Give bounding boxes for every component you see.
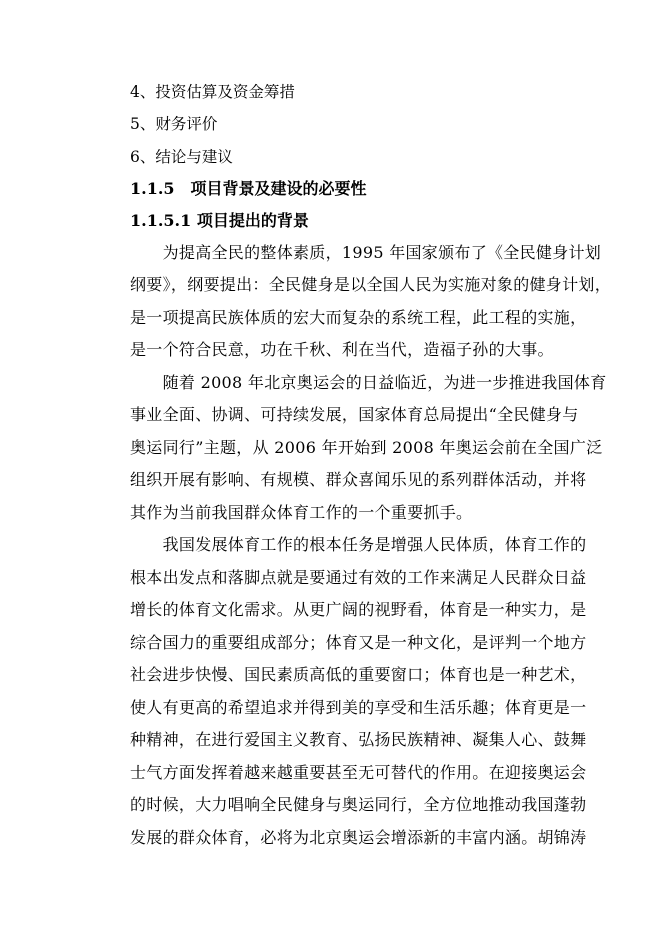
paragraph-2-line-4: 组织开展有影响、有规模、群众喜闻乐见的系列群体活动，并将 bbox=[130, 470, 587, 489]
paragraph-2-line-3: 奥运同行”主题，从 2006 年开始到 2008 年奥运会前在全国广泛 bbox=[130, 438, 603, 457]
paragraph-1-line-1: 为提高全民的整体素质，1995 年国家颁布了《全民健身计划 bbox=[130, 243, 602, 262]
paragraph-1-line-3: 是一项提高民族体质的宏大而复杂的系统工程，此工程的实施， bbox=[130, 308, 587, 327]
paragraph-3-line-10: 发展的群众体育，必将为北京奥运会增添新的丰富内涵。胡锦涛 bbox=[130, 828, 587, 847]
paragraph-3-line-9: 的时候，大力唱响全民健身与奥运同行，全方位地推动我国蓬勃 bbox=[130, 795, 587, 814]
paragraph-3-line-6: 使人有更高的希望追求并得到美的享受和生活乐趣；体育更是一 bbox=[130, 698, 587, 717]
section-heading-1-1-5: 1.1.5 项目背景及建设的必要性 bbox=[130, 179, 367, 198]
paragraph-1-line-2: 纲要》，纲要提出：全民健身是以全国人民为实施对象的健身计划， bbox=[130, 275, 612, 294]
paragraph-3-line-5: 社会进步快慢、国民素质高低的重要窗口；体育也是一种艺术， bbox=[130, 665, 587, 684]
paragraph-2-line-5: 其作为当前我国群众体育工作的一个重要抓手。 bbox=[130, 503, 473, 522]
paragraph-2-line-1: 随着 2008 年北京奥运会的日益临近，为进一步推进我国体育 bbox=[130, 373, 607, 392]
paragraph-2-line-2: 事业全面、协调、可持续发展，国家体育总局提出“全民健身与 bbox=[130, 405, 579, 424]
list-item-4: 4、投资估算及资金筹措 bbox=[130, 83, 295, 101]
list-item-6: 6、结论与建议 bbox=[130, 148, 233, 166]
paragraph-1-line-4: 是一个符合民意，功在千秋、利在当代，造福子孙的大事。 bbox=[130, 340, 554, 359]
paragraph-3-line-4: 综合国力的重要组成部分；体育又是一种文化，是评判一个地方 bbox=[130, 633, 587, 652]
paragraph-3-line-3: 增长的体育文化需求。从更广阔的视野看，体育是一种实力，是 bbox=[130, 600, 587, 619]
paragraph-3-line-1: 我国发展体育工作的根本任务是增强人民体质，体育工作的 bbox=[130, 535, 587, 554]
list-item-5: 5、财务评价 bbox=[130, 115, 218, 133]
paragraph-3-line-7: 种精神，在进行爱国主义教育、弘扬民族精神、凝集人心、鼓舞 bbox=[130, 730, 587, 749]
paragraph-3-line-8: 士气方面发挥着越来越重要甚至无可替代的作用。在迎接奥运会 bbox=[130, 763, 587, 782]
paragraph-3-line-2: 根本出发点和落脚点就是要通过有效的工作来满足人民群众日益 bbox=[130, 568, 587, 587]
subsection-heading-1-1-5-1: 1.1.5.1 项目提出的背景 bbox=[130, 211, 309, 230]
